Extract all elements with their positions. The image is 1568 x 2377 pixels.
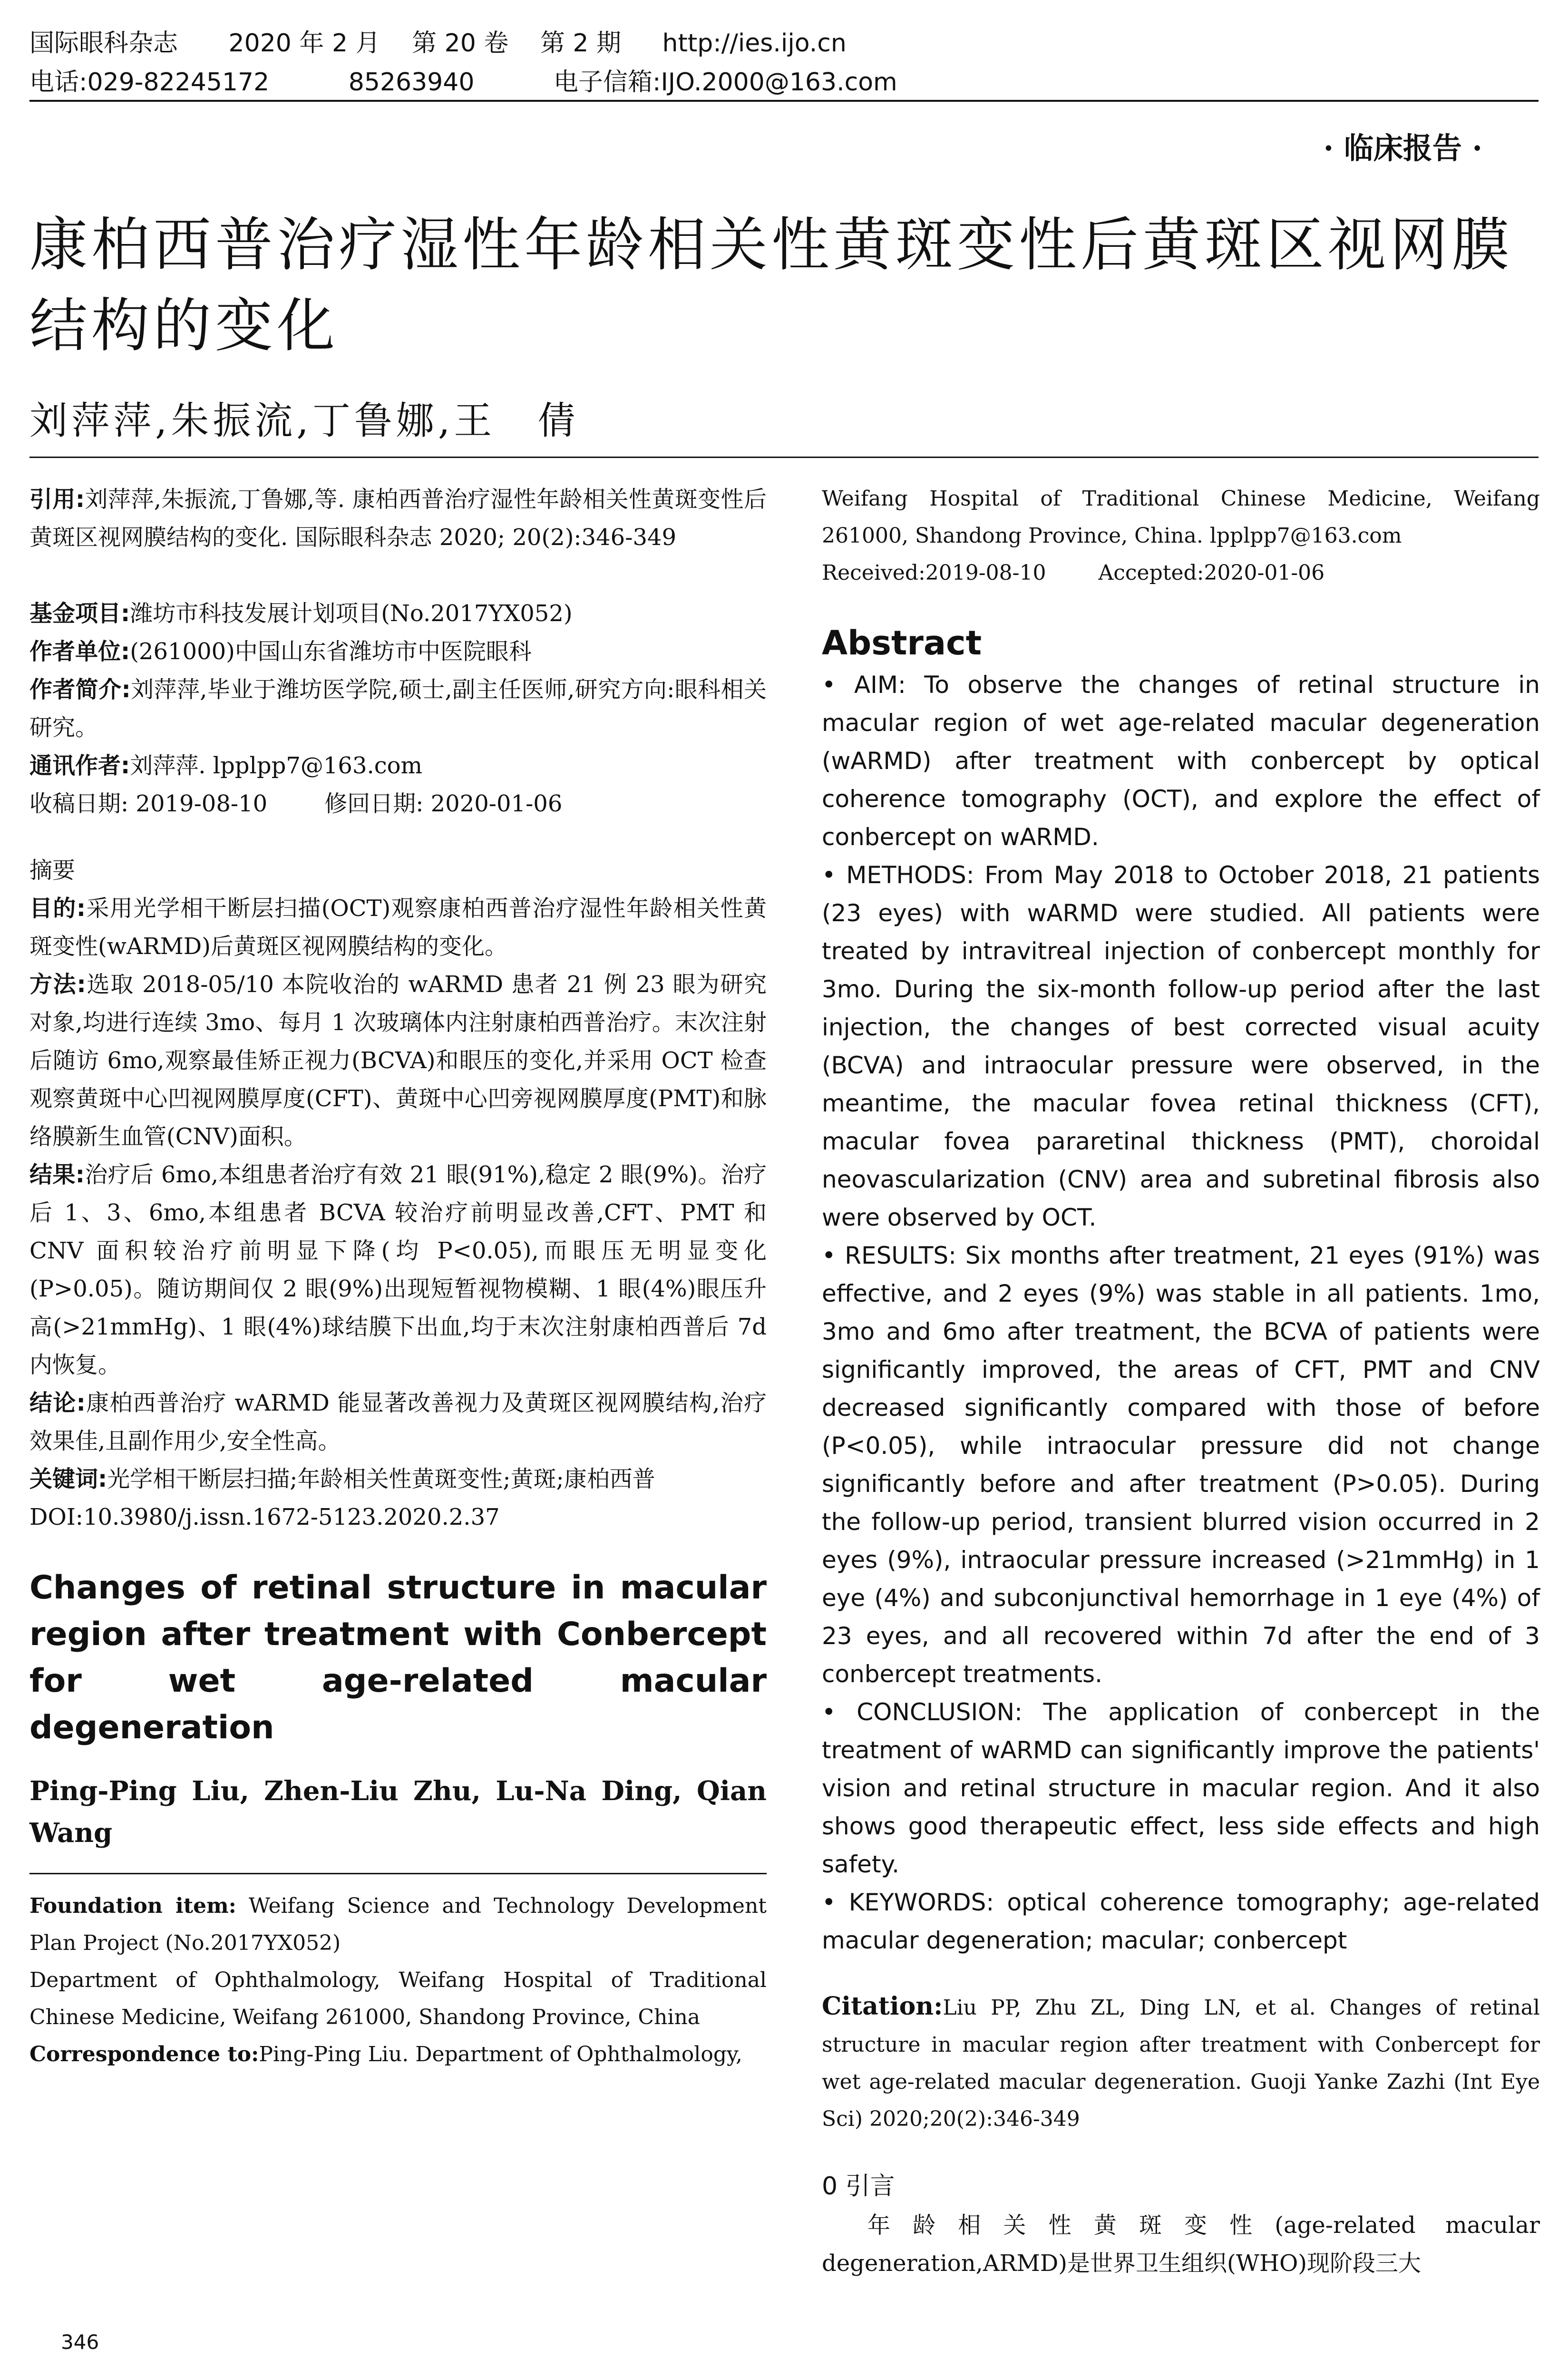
intro-text: 年龄相关性黄斑变性(age-related macular degeneration,ARMD)是世界卫生组织(WHO)现阶段三大	[822, 2212, 1540, 2277]
corresponding-author: 通讯作者:刘萍萍. lpplpp7@163.com	[29, 752, 423, 779]
journal-header-line1	[29, 23, 847, 58]
affiliation-continued: Weifang Hospital of Traditional Chinese Medicine, Weifang 261000, Shandong Province, China. lpplpp7@163.com	[822, 487, 1540, 548]
english-authors: Ping-Ping Liu, Zhen-Liu Zhu, Lu-Na Ding, Qian Wang	[29, 1775, 767, 1849]
abstract-aim: • AIM: To observe the changes of retinal structure in macular region of wet age-related macular degeneration (wARMD) after treatment with conbercept by optical coherence tomography (OCT), and explore the effect of conbercept on wARMD.	[822, 671, 1540, 851]
english-abstract	[822, 666, 1540, 1959]
department: Department of Ophthalmology, Weifang Hospital of Traditional Chinese Medicine, Weifang 261000, Shandong Province, China	[29, 1968, 767, 2029]
author-bio: 作者简介:刘萍萍,毕业于潍坊医学院,硕士,副主任医师,研究方向:眼科相关研究。	[29, 676, 767, 741]
issue-date: 2020 年 2 月	[228, 29, 380, 58]
doi[interactable]: DOI:10.3980/j.issn.1672-5123.2020.2.37	[29, 1504, 500, 1530]
abstract-results: • RESULTS: Six months after treatment, 21 eyes (91%) was effective, and 2 eyes (9%) was stable in all patients. 1mo, 3mo and 6mo after treatment, the BCVA of patients were significantly improved, the areas of CFT, PMT and CNV decreased significantly compared with those of before (P<0.05), while intraocular pressure did not change significantly before and after treatment (P>0.05). During the follow-up period, transient blurred vision occurred in 2 eyes (9%), intraocular pressure increased (>21mmHg) in 1 eye (4%) and subconjunctival hemorrhage in 1 eye (4%) of 23 eyes, and all recovered within 7d after the end of 3 conbercept treatments.	[822, 1242, 1540, 1688]
dates-cn: 收稿日期: 2019-08-10 修回日期: 2020-01-06	[29, 790, 563, 817]
foundation-item: Foundation item: Weifang Science and Technology Development Plan Project (No.2017YX052)	[29, 1894, 767, 1955]
left-column	[29, 480, 767, 2073]
page-number: 346	[61, 2330, 99, 2354]
fund-item: 基金项目:潍坊市科技发展计划项目(No.2017YX052)	[29, 600, 573, 627]
conclusion-cn: 结论:康柏西普治疗 wARMD 能显著改善视力及黄斑区视网膜结构,治疗效果佳,且副作用少,安全性高。	[29, 1390, 767, 1454]
intro-heading: 0 引言	[822, 2172, 895, 2201]
methods-cn: 方法:选取 2018-05/10 本院收治的 wARMD 患者 21 例 23 眼为研究对象,均进行连续 3mo、每月 1 次玻璃体内注射康柏西普治疗。末次注射后随访 6mo,观察最佳矫正视力(BCVA)和眼压的变化,并采用 OCT 检查观察黄斑中心凹视网膜厚度(CFT)、黄斑中心凹旁视网膜厚度(PMT)和脉络膜新生血管(CNV)面积。	[29, 971, 767, 1150]
authors-rule	[29, 457, 1539, 458]
results-cn: 结果:治疗后 6mo,本组患者治疗有效 21 眼(91%),稳定 2 眼(9%)。治疗后 1、3、6mo,本组患者 BCVA 较治疗前明显改善,CFT、PMT 和 CNV 面积较治疗前明显下降(均 P<0.05),而眼压无明显变化(P>0.05)。随访期间仅 2 眼(9%)出现短暂视物模糊、1 眼(4%)眼压升高(>21mmHg)、1 眼(4%)球结膜下出血,均于末次注射康柏西普后 7d 内恢复。	[29, 1161, 767, 1378]
abstract-conclusion: • CONCLUSION: The application of conbercept in the treatment of wARMD can significantly improve the patients' vision and retinal structure in macular region. And it also shows good therapeutic effect, less side effects and high safety.	[822, 1698, 1540, 1878]
english-authors-rule	[29, 1873, 767, 1874]
section-label: · 临床报告 ·	[1323, 131, 1482, 166]
aim-cn: 目的:采用光学相干断层扫描(OCT)观察康柏西普治疗湿性年龄相关性黄斑变性(wARMD)后黄斑区视网膜结构的变化。	[29, 895, 767, 960]
right-column	[822, 480, 1540, 2282]
dates-en: Received:2019-08-10 Accepted:2020-01-06	[822, 561, 1325, 585]
journal-name: 国际眼科杂志	[29, 29, 178, 58]
abstract-label-cn: 摘要	[29, 857, 76, 884]
abstract-heading: Abstract	[822, 623, 982, 662]
citation-cn: 引用:刘萍萍,朱振流,丁鲁娜,等. 康柏西普治疗湿性年龄相关性黄斑变性后黄斑区视网膜结构的变化. 国际眼科杂志 2020; 20(2):346-349	[29, 486, 767, 551]
phone: 电话:029-82245172	[29, 68, 270, 97]
journal-email: 电子信箱:IJO.2000@163.com	[553, 68, 897, 97]
phone2: 85263940	[348, 68, 475, 97]
correspondence: Correspondence to:Ping-Ping Liu. Department of Ophthalmology,	[29, 2042, 742, 2066]
abstract-keywords: • KEYWORDS: optical coherence tomography; age-related macular degeneration; macular; conbercept	[822, 1889, 1540, 1954]
volume: 第 20 卷	[412, 29, 509, 58]
journal-url[interactable]: http://ies.ijo.cn	[662, 29, 847, 58]
author-unit: 作者单位:(261000)中国山东省潍坊市中医院眼科	[29, 638, 532, 665]
english-title: Changes of retinal structure in macular region after treatment with Conbercept for wet age-related macular degeneration	[29, 1569, 767, 1746]
header-rule	[29, 100, 1539, 102]
journal-header-line2	[29, 62, 897, 97]
abstract-methods: • METHODS: From May 2018 to October 2018, 21 patients (23 eyes) with wARMD were studied. All patients were treated by intravitreal injection of conbercept monthly for 3mo. During the six-month follow-up period after the last injection, the changes of best corrected visual acuity (BCVA) and intraocular pressure were observed, in the meantime, the macular fovea retinal thickness (CFT), macular fovea pararetinal thickness (PMT), choroidal neovascularization (CNV) area and subretinal fibrosis also were observed by OCT.	[822, 861, 1540, 1231]
issue: 第 2 期	[540, 29, 622, 58]
keywords-cn: 关键词:光学相干断层扫描;年龄相关性黄斑变性;黄斑;康柏西普	[29, 1466, 655, 1492]
article-title: 康柏西普治疗湿性年龄相关性黄斑变性后黄斑区视网膜结构的变化	[29, 211, 1513, 360]
authors: 刘萍萍,朱振流,丁鲁娜,王 倩	[29, 399, 580, 443]
citation-en: Citation:Liu PP, Zhu ZL, Ding LN, et al. Changes of retinal structure in macular region after treatment with Conbercept for wet age-related macular degeneration. Guoji Yanke Zazhi (Int Eye Sci) 2020;20(2):346-349	[822, 1992, 1540, 2131]
